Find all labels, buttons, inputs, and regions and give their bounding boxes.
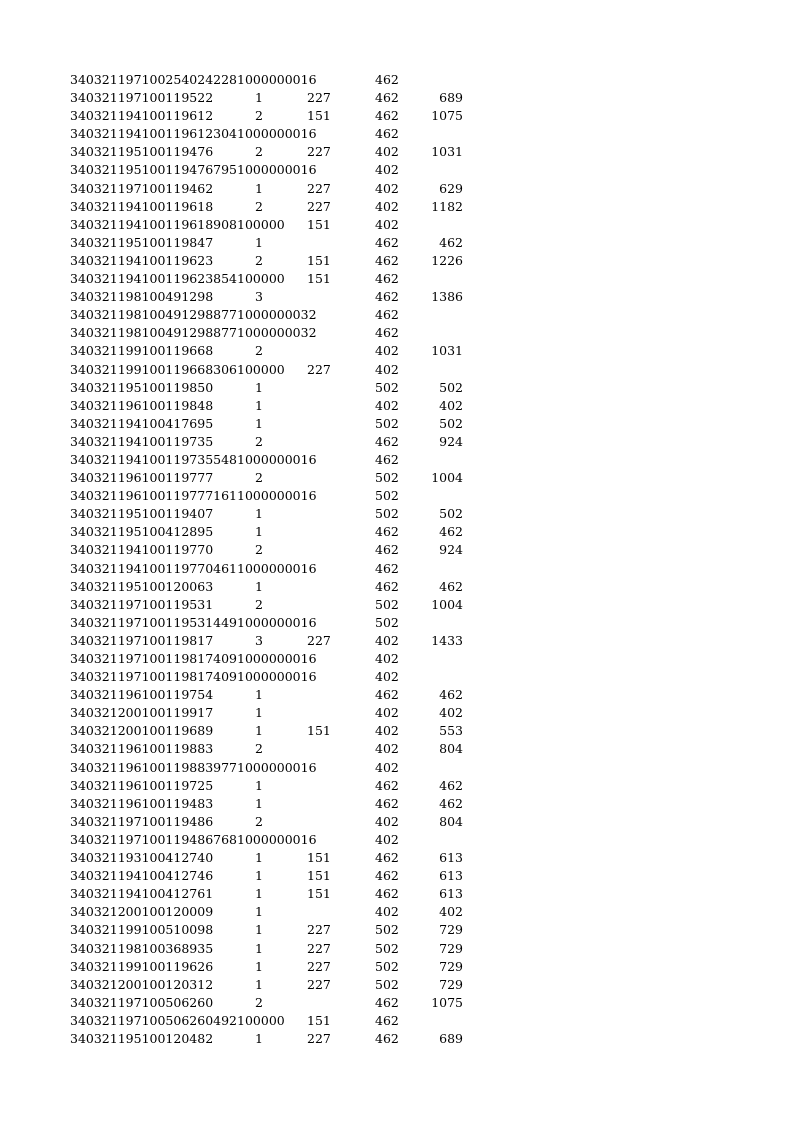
id-cell: 340321194100119623854100000 — [70, 271, 285, 287]
id-cell: 3403211981004912988771000000032 — [70, 325, 317, 341]
count-cell: 1 — [255, 850, 263, 866]
table-row — [70, 451, 470, 469]
spreadsheet-page — [70, 71, 470, 1048]
table-row — [70, 632, 470, 650]
table-row — [70, 89, 470, 107]
total-cell: 729 — [439, 958, 463, 974]
table-row — [70, 143, 470, 161]
total-cell: 402 — [439, 397, 463, 413]
count-cell: 1 — [255, 886, 263, 902]
total-cell: 462 — [439, 795, 463, 811]
total-cell: 613 — [439, 886, 463, 902]
count-cell: 2 — [255, 596, 263, 612]
total-cell: 462 — [439, 524, 463, 540]
amount-cell: 462 — [375, 271, 399, 287]
table-row — [70, 306, 470, 324]
id-cell: 340321195100119407 — [70, 506, 214, 522]
total-cell: 502 — [439, 415, 463, 431]
code-cell: 227 — [307, 976, 331, 992]
table-row — [70, 397, 470, 415]
table-row — [70, 541, 470, 559]
total-cell: 689 — [439, 1030, 463, 1046]
count-cell: 1 — [255, 506, 263, 522]
table-row — [70, 361, 470, 379]
id-cell: 340321195100119476 — [70, 144, 214, 160]
total-cell: 924 — [439, 542, 463, 558]
amount-cell: 462 — [375, 325, 399, 341]
id-cell: 340321200100120312 — [70, 976, 214, 992]
amount-cell: 402 — [375, 759, 399, 775]
total-cell: 1031 — [431, 144, 463, 160]
amount-cell: 502 — [375, 379, 399, 395]
count-cell: 2 — [255, 542, 263, 558]
count-cell: 2 — [255, 144, 263, 160]
table-row — [70, 831, 470, 849]
amount-cell: 502 — [375, 470, 399, 486]
count-cell: 1 — [255, 1030, 263, 1046]
amount-cell: 402 — [375, 632, 399, 648]
count-cell: 1 — [255, 904, 263, 920]
amount-cell: 462 — [375, 234, 399, 250]
amount-cell: 502 — [375, 596, 399, 612]
id-cell: 340321194100119770 — [70, 542, 214, 558]
id-cell: 340321197100119486 — [70, 813, 214, 829]
amount-cell: 402 — [375, 198, 399, 214]
id-cell: 340321199100119626 — [70, 958, 214, 974]
amount-cell: 402 — [375, 705, 399, 721]
id-cell: 3403211981004912988771000000032 — [70, 307, 317, 323]
table-row — [70, 487, 470, 505]
code-cell: 151 — [307, 723, 331, 739]
table-row — [70, 324, 470, 342]
amount-cell: 402 — [375, 904, 399, 920]
table-row — [70, 125, 470, 143]
amount-cell: 502 — [375, 940, 399, 956]
table-row — [70, 867, 470, 885]
id-cell: 3403211951001194767951000000016 — [70, 162, 317, 178]
id-cell: 3403211961001197771611000000016 — [70, 488, 317, 504]
id-cell: 3403211941001196123041000000016 — [70, 126, 317, 142]
code-cell: 151 — [307, 216, 331, 232]
total-cell: 402 — [439, 705, 463, 721]
count-cell: 1 — [255, 868, 263, 884]
id-cell: 3403211971001198174091000000016 — [70, 669, 317, 685]
amount-cell: 462 — [375, 1030, 399, 1046]
amount-cell: 502 — [375, 506, 399, 522]
amount-cell: 462 — [375, 850, 399, 866]
amount-cell: 462 — [375, 433, 399, 449]
amount-cell: 462 — [375, 90, 399, 106]
amount-cell: 462 — [375, 777, 399, 793]
table-row — [70, 1012, 470, 1030]
table-row — [70, 722, 470, 740]
total-cell: 462 — [439, 777, 463, 793]
id-cell: 340321194100119618 — [70, 198, 214, 214]
code-cell: 227 — [307, 198, 331, 214]
table-row — [70, 614, 470, 632]
id-cell: 340321196100119483 — [70, 795, 214, 811]
table-row — [70, 759, 470, 777]
total-cell: 1031 — [431, 343, 463, 359]
table-row — [70, 71, 470, 89]
amount-cell: 502 — [375, 488, 399, 504]
code-cell: 227 — [307, 180, 331, 196]
amount-cell: 462 — [375, 451, 399, 467]
count-cell: 2 — [255, 343, 263, 359]
amount-cell: 402 — [375, 343, 399, 359]
id-cell: 340321196100119848 — [70, 397, 214, 413]
amount-cell: 462 — [375, 560, 399, 576]
amount-cell: 462 — [375, 542, 399, 558]
id-cell: 3403211971001194867681000000016 — [70, 831, 317, 847]
code-cell: 151 — [307, 1012, 331, 1028]
total-cell: 1433 — [431, 632, 463, 648]
code-cell: 227 — [307, 361, 331, 377]
table-row — [70, 216, 470, 234]
count-cell: 1 — [255, 723, 263, 739]
total-cell: 502 — [439, 506, 463, 522]
amount-cell: 462 — [375, 1012, 399, 1028]
amount-cell: 502 — [375, 922, 399, 938]
table-row — [70, 903, 470, 921]
total-cell: 1075 — [431, 108, 463, 124]
id-cell: 3403211961001198839771000000016 — [70, 759, 317, 775]
code-cell: 151 — [307, 271, 331, 287]
count-cell: 1 — [255, 687, 263, 703]
id-cell: 340321194100119623 — [70, 252, 214, 268]
code-cell: 151 — [307, 108, 331, 124]
id-cell: 3403211971002540242281000000016 — [70, 72, 317, 87]
count-cell: 1 — [255, 777, 263, 793]
table-row — [70, 958, 470, 976]
amount-cell: 402 — [375, 162, 399, 178]
table-row — [70, 560, 470, 578]
id-cell: 340321195100120063 — [70, 578, 214, 594]
total-cell: 462 — [439, 578, 463, 594]
amount-cell: 402 — [375, 361, 399, 377]
total-cell: 1004 — [431, 596, 463, 612]
table-row — [70, 469, 470, 487]
total-cell: 729 — [439, 976, 463, 992]
table-row — [70, 252, 470, 270]
id-cell: 340321195100119847 — [70, 234, 214, 250]
table-row — [70, 940, 470, 958]
amount-cell: 402 — [375, 180, 399, 196]
amount-cell: 462 — [375, 108, 399, 124]
count-cell: 1 — [255, 922, 263, 938]
id-cell: 340321196100119883 — [70, 741, 214, 757]
amount-cell: 462 — [375, 868, 399, 884]
table-row — [70, 596, 470, 614]
code-cell: 227 — [307, 90, 331, 106]
table-row — [70, 379, 470, 397]
count-cell: 1 — [255, 976, 263, 992]
total-cell: 1226 — [431, 252, 463, 268]
count-cell: 1 — [255, 234, 263, 250]
total-cell: 553 — [439, 723, 463, 739]
amount-cell: 402 — [375, 669, 399, 685]
table-row — [70, 342, 470, 360]
table-row — [70, 650, 470, 668]
count-cell: 1 — [255, 90, 263, 106]
total-cell: 1386 — [431, 289, 463, 305]
amount-cell: 502 — [375, 958, 399, 974]
amount-cell: 462 — [375, 252, 399, 268]
total-cell: 613 — [439, 850, 463, 866]
amount-cell: 462 — [375, 126, 399, 142]
amount-cell: 462 — [375, 72, 399, 87]
id-cell: 340321194100412746 — [70, 868, 214, 884]
count-cell: 2 — [255, 198, 263, 214]
count-cell: 2 — [255, 813, 263, 829]
code-cell: 151 — [307, 868, 331, 884]
count-cell: 1 — [255, 415, 263, 431]
table-row — [70, 976, 470, 994]
id-cell: 340321194100119735 — [70, 433, 214, 449]
id-cell: 340321197100119817 — [70, 632, 214, 648]
id-cell: 340321198100491298 — [70, 289, 214, 305]
code-cell: 151 — [307, 850, 331, 866]
id-cell: 340321194100412761 — [70, 886, 214, 902]
total-cell: 1004 — [431, 470, 463, 486]
code-cell: 151 — [307, 886, 331, 902]
count-cell: 1 — [255, 578, 263, 594]
count-cell: 3 — [255, 289, 263, 305]
id-cell: 3403211941001197355481000000016 — [70, 451, 317, 467]
table-row — [70, 433, 470, 451]
id-cell: 340321195100119850 — [70, 379, 214, 395]
total-cell: 462 — [439, 687, 463, 703]
amount-cell: 402 — [375, 723, 399, 739]
amount-cell: 462 — [375, 886, 399, 902]
id-cell: 340321200100119917 — [70, 705, 214, 721]
code-cell: 151 — [307, 252, 331, 268]
total-cell: 629 — [439, 180, 463, 196]
amount-cell: 402 — [375, 831, 399, 847]
id-cell: 340321195100120482 — [70, 1030, 214, 1046]
amount-cell: 502 — [375, 415, 399, 431]
id-cell: 340321199100119668 — [70, 343, 214, 359]
id-cell: 340321197100119531 — [70, 596, 214, 612]
amount-cell: 462 — [375, 994, 399, 1010]
code-cell: 227 — [307, 940, 331, 956]
total-cell: 924 — [439, 433, 463, 449]
table-row — [70, 505, 470, 523]
code-cell: 227 — [307, 1030, 331, 1046]
id-cell: 340321197100506260492100000 — [70, 1012, 285, 1028]
id-cell: 340321200100119689 — [70, 723, 214, 739]
table-row — [70, 849, 470, 867]
amount-cell: 462 — [375, 307, 399, 323]
id-cell: 3403211971001198174091000000016 — [70, 651, 317, 666]
count-cell: 1 — [255, 379, 263, 395]
id-cell: 340321199100510098 — [70, 922, 214, 938]
id-cell: 340321197100119462 — [70, 180, 214, 196]
id-cell: 340321193100412740 — [70, 850, 214, 866]
amount-cell: 402 — [375, 651, 399, 666]
count-cell: 1 — [255, 958, 263, 974]
id-cell: 340321199100119668306100000 — [70, 361, 285, 377]
amount-cell: 402 — [375, 216, 399, 232]
table-row — [70, 107, 470, 125]
id-cell: 340321197100119522 — [70, 90, 214, 106]
count-cell: 2 — [255, 741, 263, 757]
table-row — [70, 994, 470, 1012]
id-cell: 340321200100120009 — [70, 904, 214, 920]
total-cell: 462 — [439, 234, 463, 250]
amount-cell: 462 — [375, 795, 399, 811]
id-cell: 340321198100368935 — [70, 940, 214, 956]
id-cell: 340321197100506260 — [70, 994, 214, 1010]
table-row — [70, 1030, 470, 1048]
id-cell: 340321196100119725 — [70, 777, 214, 793]
total-cell: 1182 — [431, 198, 463, 214]
table-row — [70, 270, 470, 288]
id-cell: 3403211971001195314491000000016 — [70, 614, 317, 630]
table-row — [70, 885, 470, 903]
table-row — [70, 704, 470, 722]
id-cell: 340321194100119612 — [70, 108, 214, 124]
total-cell: 689 — [439, 90, 463, 106]
table-row — [70, 415, 470, 433]
id-cell: 3403211941001197704611000000016 — [70, 560, 317, 576]
total-cell: 729 — [439, 940, 463, 956]
total-cell: 804 — [439, 813, 463, 829]
table-row — [70, 198, 470, 216]
total-cell: 402 — [439, 904, 463, 920]
table-row — [70, 795, 470, 813]
table-row — [70, 523, 470, 541]
total-cell: 1075 — [431, 994, 463, 1010]
id-cell: 340321194100119618908100000 — [70, 216, 285, 232]
table-row — [70, 234, 470, 252]
id-cell: 340321196100119777 — [70, 470, 214, 486]
count-cell: 2 — [255, 994, 263, 1010]
count-cell: 3 — [255, 632, 263, 648]
table-row — [70, 686, 470, 704]
table-row — [70, 777, 470, 795]
count-cell: 2 — [255, 433, 263, 449]
table-row — [70, 161, 470, 179]
code-cell: 227 — [307, 144, 331, 160]
count-cell: 1 — [255, 397, 263, 413]
amount-cell: 462 — [375, 578, 399, 594]
amount-cell: 402 — [375, 813, 399, 829]
amount-cell: 462 — [375, 687, 399, 703]
count-cell: 2 — [255, 108, 263, 124]
count-cell: 2 — [255, 252, 263, 268]
count-cell: 1 — [255, 795, 263, 811]
amount-cell: 502 — [375, 614, 399, 630]
total-cell: 729 — [439, 922, 463, 938]
table-row — [70, 921, 470, 939]
table-row — [70, 288, 470, 306]
amount-cell: 462 — [375, 289, 399, 305]
code-cell: 227 — [307, 958, 331, 974]
table-row — [70, 578, 470, 596]
id-cell: 340321196100119754 — [70, 687, 214, 703]
id-cell: 340321194100417695 — [70, 415, 214, 431]
total-cell: 613 — [439, 868, 463, 884]
amount-cell: 402 — [375, 741, 399, 757]
total-cell: 502 — [439, 379, 463, 395]
count-cell: 1 — [255, 940, 263, 956]
amount-cell: 402 — [375, 144, 399, 160]
count-cell: 1 — [255, 705, 263, 721]
id-cell: 340321195100412895 — [70, 524, 214, 540]
table-row — [70, 813, 470, 831]
count-cell: 1 — [255, 180, 263, 196]
table-row — [70, 740, 470, 758]
amount-cell: 462 — [375, 524, 399, 540]
amount-cell: 402 — [375, 397, 399, 413]
amount-cell: 502 — [375, 976, 399, 992]
count-cell: 2 — [255, 470, 263, 486]
code-cell: 227 — [307, 632, 331, 648]
code-cell: 227 — [307, 922, 331, 938]
total-cell: 804 — [439, 741, 463, 757]
count-cell: 1 — [255, 524, 263, 540]
table-row — [70, 668, 470, 686]
table-row — [70, 180, 470, 198]
